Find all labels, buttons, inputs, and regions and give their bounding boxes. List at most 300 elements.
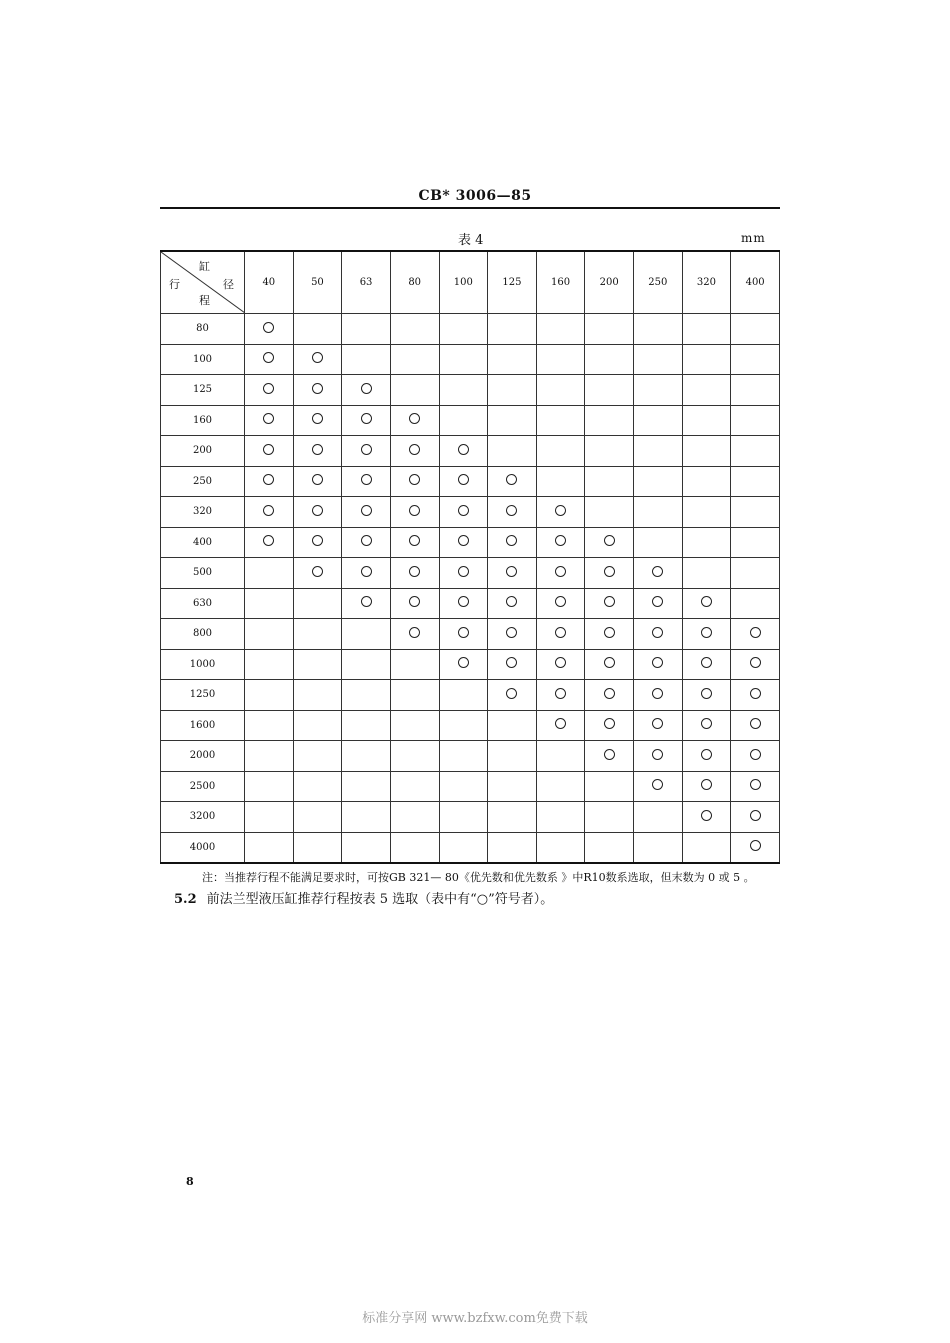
- table-cell: [293, 802, 342, 833]
- circle-mark-icon: [555, 688, 566, 699]
- bore-header: 40: [245, 251, 294, 314]
- table-row: [161, 771, 780, 802]
- table-cell: [488, 802, 537, 833]
- circle-mark-icon: [361, 505, 372, 516]
- table-cell: [293, 497, 342, 528]
- table-cell: [245, 680, 294, 711]
- circle-mark-icon: [701, 627, 712, 638]
- circle-mark-icon: [312, 352, 323, 363]
- stroke-label: 100: [161, 344, 245, 375]
- circle-mark-icon: [409, 566, 420, 577]
- bore-header: 80: [390, 251, 439, 314]
- table-cell: [245, 314, 294, 345]
- table-cell: [293, 832, 342, 863]
- table-cell: [585, 314, 634, 345]
- table-cell: [342, 558, 391, 589]
- table-cell: [293, 466, 342, 497]
- table-cell: [731, 771, 780, 802]
- table-cell: [731, 436, 780, 467]
- circle-mark-icon: [409, 413, 420, 424]
- table-cell: [390, 436, 439, 467]
- table-cell: [682, 710, 731, 741]
- bore-header: 63: [342, 251, 391, 314]
- table-cell: [390, 802, 439, 833]
- table-cell: [682, 741, 731, 772]
- table-cell: [634, 680, 683, 711]
- table-cell: [342, 771, 391, 802]
- table-cell: [293, 375, 342, 406]
- circle-mark-icon: [652, 657, 663, 668]
- table-cell: [245, 588, 294, 619]
- table-cell: [536, 802, 585, 833]
- stroke-label: 4000: [161, 832, 245, 863]
- table-cell: [731, 466, 780, 497]
- table-row: [161, 588, 780, 619]
- table-cell: [536, 344, 585, 375]
- circle-mark-icon: [506, 596, 517, 607]
- table-cell: [293, 405, 342, 436]
- table-cell: [245, 497, 294, 528]
- circle-mark-icon: [604, 535, 615, 546]
- circle-mark-icon: [458, 566, 469, 577]
- table-cell: [390, 649, 439, 680]
- table-cell: [439, 741, 488, 772]
- table-cell: [342, 497, 391, 528]
- stroke-label: 320: [161, 497, 245, 528]
- circle-mark-icon: [312, 413, 323, 424]
- circle-mark-icon: [555, 718, 566, 729]
- table-cell: [439, 375, 488, 406]
- table-cell: [342, 741, 391, 772]
- circle-mark-icon: [458, 535, 469, 546]
- table-cell: [439, 680, 488, 711]
- stroke-label: 3200: [161, 802, 245, 833]
- table-cell: [390, 344, 439, 375]
- table-row: [161, 680, 780, 711]
- bore-header: 50: [293, 251, 342, 314]
- table-cell: [536, 497, 585, 528]
- circle-mark-icon: [312, 566, 323, 577]
- header-rule: [160, 207, 780, 209]
- table-cell: [293, 771, 342, 802]
- table-cell: [488, 314, 537, 345]
- table-cell: [731, 680, 780, 711]
- stroke-label: 800: [161, 619, 245, 650]
- table-cell: [536, 375, 585, 406]
- table-cell: [488, 497, 537, 528]
- circle-mark-icon: [263, 535, 274, 546]
- table-cell: [342, 527, 391, 558]
- table-cell: [488, 558, 537, 589]
- stroke-label: 1600: [161, 710, 245, 741]
- circle-mark-icon: [409, 444, 420, 455]
- circle-mark-icon: [312, 474, 323, 485]
- bore-header: 400: [731, 251, 780, 314]
- table-row: [161, 649, 780, 680]
- circle-mark-icon: [652, 596, 663, 607]
- table-cell: [342, 405, 391, 436]
- circle-mark-icon: [604, 688, 615, 699]
- bore-header: 125: [488, 251, 537, 314]
- table-cell: [390, 558, 439, 589]
- table-cell: [293, 314, 342, 345]
- table-cell: [390, 405, 439, 436]
- table-cell: [293, 619, 342, 650]
- table-cell: [293, 680, 342, 711]
- bore-header: 160: [536, 251, 585, 314]
- table-row: [161, 436, 780, 467]
- table-note: 注：当推荐行程不能满足要求时，可按GB 321— 80《优先数和优先数系 》中R10数系选取，但末数为 0 或 5 。: [202, 871, 755, 884]
- table-cell: [585, 466, 634, 497]
- table-cell: [245, 710, 294, 741]
- table-cell: [634, 466, 683, 497]
- table-cell: [245, 466, 294, 497]
- circle-mark-icon: [506, 627, 517, 638]
- table-cell: [585, 680, 634, 711]
- circle-mark-icon: [701, 810, 712, 821]
- table-cell: [488, 405, 537, 436]
- watermark-footer: 标准分享网 www.bzfxw.com免费下载: [362, 1311, 588, 1326]
- table-cell: [293, 558, 342, 589]
- table-cell: [731, 832, 780, 863]
- circle-mark-icon: [312, 383, 323, 394]
- table-cell: [536, 314, 585, 345]
- table-cell: [634, 710, 683, 741]
- table-cell: [585, 375, 634, 406]
- table-cell: [731, 619, 780, 650]
- bore-header: 200: [585, 251, 634, 314]
- table-cell: [634, 832, 683, 863]
- table-cell: [342, 649, 391, 680]
- table-cell: [390, 527, 439, 558]
- circle-mark-icon: [701, 749, 712, 760]
- circle-mark-icon: [701, 596, 712, 607]
- circle-mark-icon: [361, 413, 372, 424]
- table-cell: [439, 619, 488, 650]
- table-cell: [439, 588, 488, 619]
- circle-mark-icon: [750, 749, 761, 760]
- table-cell: [634, 649, 683, 680]
- circle-mark-icon: [652, 566, 663, 577]
- table-cell: [682, 375, 731, 406]
- table-cell: [245, 802, 294, 833]
- table-cell: [585, 588, 634, 619]
- table-cell: [585, 436, 634, 467]
- table-cell: [536, 527, 585, 558]
- table-cell: [682, 436, 731, 467]
- circle-mark-icon: [506, 566, 517, 577]
- table-cell: [439, 710, 488, 741]
- table-cell: [731, 375, 780, 406]
- circle-mark-icon: [652, 627, 663, 638]
- table-cell: [536, 741, 585, 772]
- table-cell: [634, 619, 683, 650]
- circle-mark-icon: [750, 779, 761, 790]
- table-cell: [634, 375, 683, 406]
- table-cell: [585, 527, 634, 558]
- table-cell: [293, 741, 342, 772]
- table-cell: [439, 832, 488, 863]
- stroke-label: 630: [161, 588, 245, 619]
- circle-mark-icon: [604, 596, 615, 607]
- table-cell: [536, 405, 585, 436]
- table-cell: [682, 314, 731, 345]
- table-cell: [245, 771, 294, 802]
- stroke-label: 125: [161, 375, 245, 406]
- circle-mark-icon: [652, 779, 663, 790]
- corner-label-top: 缸: [199, 260, 210, 273]
- table-cell: [634, 771, 683, 802]
- table-cell: [634, 405, 683, 436]
- table-cell: [488, 588, 537, 619]
- stroke-label: 160: [161, 405, 245, 436]
- circle-mark-icon: [750, 688, 761, 699]
- table-cell: [488, 710, 537, 741]
- table-cell: [439, 649, 488, 680]
- circle-mark-icon: [750, 627, 761, 638]
- circle-mark-icon: [361, 444, 372, 455]
- table-cell: [682, 466, 731, 497]
- circle-mark-icon: [312, 444, 323, 455]
- table-cell: [536, 588, 585, 619]
- table-cell: [634, 527, 683, 558]
- stroke-label: 1250: [161, 680, 245, 711]
- stroke-label: 250: [161, 466, 245, 497]
- table-cell: [439, 558, 488, 589]
- circle-mark-icon: [263, 474, 274, 485]
- table-cell: [634, 802, 683, 833]
- circle-mark-icon: [555, 657, 566, 668]
- table-cell: [536, 649, 585, 680]
- table-cell: [682, 680, 731, 711]
- table-cell: [439, 314, 488, 345]
- circle-mark-icon: [555, 566, 566, 577]
- table-cell: [536, 832, 585, 863]
- table-cell: [245, 527, 294, 558]
- table-cell: [731, 649, 780, 680]
- table-cell: [245, 649, 294, 680]
- table-cell: [245, 832, 294, 863]
- circle-mark-icon: [361, 383, 372, 394]
- table-cell: [439, 497, 488, 528]
- table-cell: [342, 436, 391, 467]
- table-row: [161, 527, 780, 558]
- table-cell: [488, 649, 537, 680]
- table-cell: [439, 436, 488, 467]
- table-cell: [390, 497, 439, 528]
- table-cell: [585, 710, 634, 741]
- corner-label-right: 径: [223, 278, 234, 291]
- circle-mark-icon: [604, 627, 615, 638]
- document-header: CB* 3006—85: [418, 188, 532, 204]
- clause-number: 5.2: [174, 892, 197, 907]
- circle-mark-icon: [263, 413, 274, 424]
- table-cell: [439, 527, 488, 558]
- bore-header: 100: [439, 251, 488, 314]
- circle-mark-icon: [555, 505, 566, 516]
- table-cell: [634, 558, 683, 589]
- table-cell: [293, 527, 342, 558]
- circle-mark-icon: [652, 749, 663, 760]
- clause-5-2: [174, 888, 553, 907]
- circle-mark-icon: [506, 688, 517, 699]
- table-row: [161, 741, 780, 772]
- table-cell: [245, 436, 294, 467]
- circle-mark-icon: [312, 505, 323, 516]
- table-cell: [488, 832, 537, 863]
- circle-mark-icon: [604, 566, 615, 577]
- circle-mark-icon: [555, 596, 566, 607]
- table-cell: [293, 436, 342, 467]
- table-cell: [585, 771, 634, 802]
- table-cell: [245, 344, 294, 375]
- table-cell: [634, 741, 683, 772]
- circle-mark-icon: [458, 505, 469, 516]
- table-cell: [731, 497, 780, 528]
- table-cell: [682, 497, 731, 528]
- table-cell: [488, 741, 537, 772]
- table-cell: [682, 832, 731, 863]
- table-cell: [731, 344, 780, 375]
- table-cell: [585, 558, 634, 589]
- table-cell: [488, 680, 537, 711]
- circle-mark-icon: [458, 596, 469, 607]
- table-cell: [342, 314, 391, 345]
- table-cell: [585, 344, 634, 375]
- table-row: [161, 832, 780, 863]
- table-cell: [536, 466, 585, 497]
- circle-mark-icon: [263, 444, 274, 455]
- table-cell: [731, 558, 780, 589]
- table-cell: [731, 710, 780, 741]
- circle-mark-icon: [750, 718, 761, 729]
- bore-header: 250: [634, 251, 683, 314]
- table-cell: [488, 466, 537, 497]
- table-cell: [536, 680, 585, 711]
- table-row: [161, 314, 780, 345]
- circle-mark-icon: [263, 352, 274, 363]
- clause-text: 前法兰型液压缸推荐行程按表 5 选取（表中有“○”符号者）。: [206, 892, 554, 907]
- circle-mark-icon: [506, 474, 517, 485]
- table-cell: [245, 619, 294, 650]
- circle-mark-icon: [506, 657, 517, 668]
- table-cell: [536, 771, 585, 802]
- table-cell: [536, 436, 585, 467]
- table-cell: [536, 710, 585, 741]
- circle-mark-icon: [361, 535, 372, 546]
- table-header-row: [161, 251, 780, 314]
- table-row: [161, 558, 780, 589]
- table-cell: [731, 802, 780, 833]
- circle-mark-icon: [409, 505, 420, 516]
- corner-cell: [161, 251, 245, 314]
- stroke-label: 2000: [161, 741, 245, 772]
- table-cell: [342, 344, 391, 375]
- circle-mark-icon: [555, 535, 566, 546]
- table-cell: [634, 436, 683, 467]
- table-row: [161, 466, 780, 497]
- circle-mark-icon: [409, 627, 420, 638]
- circle-mark-icon: [652, 718, 663, 729]
- table-row: [161, 710, 780, 741]
- table-cell: [634, 497, 683, 528]
- circle-mark-icon: [458, 657, 469, 668]
- stroke-label: 2500: [161, 771, 245, 802]
- table-cell: [682, 405, 731, 436]
- table-cell: [342, 710, 391, 741]
- table-cell: [536, 558, 585, 589]
- circle-mark-icon: [409, 596, 420, 607]
- stroke-label: 400: [161, 527, 245, 558]
- circle-mark-icon: [750, 657, 761, 668]
- table-cell: [293, 344, 342, 375]
- circle-mark-icon: [263, 383, 274, 394]
- circle-mark-icon: [409, 474, 420, 485]
- table-cell: [293, 710, 342, 741]
- circle-mark-icon: [458, 627, 469, 638]
- circle-mark-icon: [458, 474, 469, 485]
- table-cell: [682, 771, 731, 802]
- table-cell: [731, 588, 780, 619]
- table-cell: [682, 527, 731, 558]
- table-cell: [245, 741, 294, 772]
- table-cell: [390, 619, 439, 650]
- circle-mark-icon: [506, 505, 517, 516]
- table-cell: [245, 375, 294, 406]
- table-cell: [390, 741, 439, 772]
- table-cell: [390, 314, 439, 345]
- bore-header: 320: [682, 251, 731, 314]
- table-cell: [342, 802, 391, 833]
- table-cell: [342, 466, 391, 497]
- circle-mark-icon: [604, 657, 615, 668]
- table-cell: [342, 680, 391, 711]
- page-number: 8: [186, 1175, 194, 1188]
- table-cell: [342, 375, 391, 406]
- table-cell: [682, 588, 731, 619]
- circle-mark-icon: [750, 840, 761, 851]
- table-cell: [488, 375, 537, 406]
- table-cell: [488, 344, 537, 375]
- table-cell: [342, 619, 391, 650]
- table-cell: [634, 344, 683, 375]
- table-cell: [585, 832, 634, 863]
- table-row: [161, 497, 780, 528]
- corner-label-bottom: 程: [199, 294, 210, 307]
- table-cell: [731, 741, 780, 772]
- table-cell: [390, 588, 439, 619]
- circle-mark-icon: [604, 749, 615, 760]
- table-cell: [488, 771, 537, 802]
- table-row: [161, 802, 780, 833]
- table-cell: [439, 344, 488, 375]
- table-cell: [731, 405, 780, 436]
- circle-mark-icon: [750, 810, 761, 821]
- stroke-label: 80: [161, 314, 245, 345]
- circle-mark-icon: [652, 688, 663, 699]
- table-cell: [293, 649, 342, 680]
- circle-mark-icon: [701, 779, 712, 790]
- circle-mark-icon: [458, 444, 469, 455]
- table-cell: [439, 405, 488, 436]
- table-cell: [731, 314, 780, 345]
- circle-mark-icon: [604, 718, 615, 729]
- circle-mark-icon: [701, 688, 712, 699]
- table-cell: [731, 527, 780, 558]
- table-unit: mm: [741, 231, 766, 245]
- table-cell: [682, 802, 731, 833]
- table-cell: [439, 466, 488, 497]
